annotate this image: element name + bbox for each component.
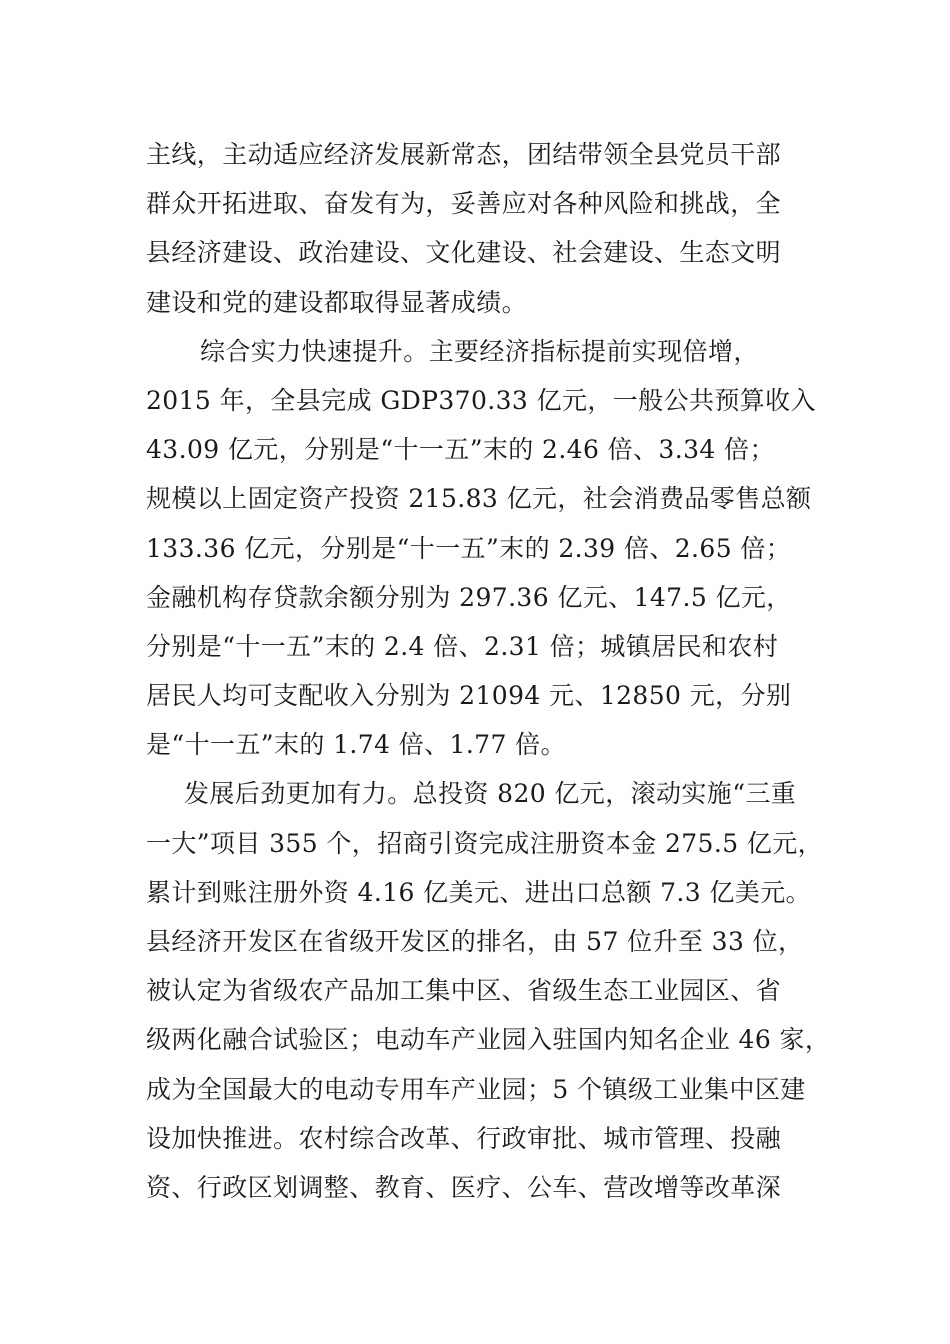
paragraph-line: 规模以上固定资产投资 215.83 亿元，社会消费品零售总额 bbox=[146, 484, 812, 514]
paragraph-line: 金融机构存贷款余额分别为 297.36 亿元、147.5 亿元， bbox=[146, 582, 792, 612]
paragraph-line: 居民人均可支配收入分别为 21094 元、12850 元，分别 bbox=[146, 681, 792, 711]
paragraph-line: 被认定为省级农产品加工集中区、省级生态工业园区、省 bbox=[146, 976, 782, 1006]
paragraph-summary bbox=[146, 130, 816, 327]
paragraph-line: 资、行政区划调整、教育、医疗、公车、营改增等改革深 bbox=[146, 1172, 782, 1202]
paragraph-line: 发展后劲更加有力。总投资 820 亿元，滚动实施“三重 bbox=[184, 779, 797, 809]
paragraph-line: 一大”项目 355 个，招商引资完成注册资本金 275.5 亿元， bbox=[146, 828, 824, 858]
paragraph-line: 成为全国最大的电动专用车产业园；5 个镇级工业集中区建 bbox=[146, 1074, 806, 1104]
document-body bbox=[146, 130, 831, 1212]
paragraph-line: 2015 年，全县完成 GDP370.33 亿元，一般公共预算收入 bbox=[146, 385, 816, 415]
paragraph-line: 43.09 亿元，分别是“十一五”末的 2.46 倍、3.34 倍； bbox=[146, 435, 775, 465]
paragraph-line: 133.36 亿元，分别是“十一五”末的 2.39 倍、2.65 倍； bbox=[146, 533, 792, 563]
paragraph-line: 县经济建设、政治建设、文化建设、社会建设、生态文明 bbox=[146, 238, 782, 268]
paragraph-line: 累计到账注册外资 4.16 亿美元、进出口总额 7.3 亿美元。 bbox=[146, 877, 812, 907]
paragraph-line: 县经济开发区在省级开发区的排名，由 57 位升至 33 位， bbox=[146, 927, 804, 956]
paragraph-line: 群众开拓进取、奋发有为，妥善应对各种风险和挑战，全 bbox=[146, 189, 782, 219]
paragraph-line: 综合实力快速提升。主要经济指标提前实现倍增， bbox=[200, 336, 759, 366]
paragraph-line: 主线，主动适应经济发展新常态，团结带领全县党员干部 bbox=[146, 140, 782, 169]
paragraph-line: 是“十一五”末的 1.74 倍、1.77 倍。 bbox=[146, 730, 566, 760]
paragraph-line: 建设和党的建设都取得显著成绩。 bbox=[146, 287, 528, 317]
paragraph-line: 级两化融合试验区；电动车产业园入驻国内知名企业 46 家， bbox=[146, 1025, 831, 1055]
paragraph-line: 设加快推进。农村综合改革、行政审批、城市管理、投融 bbox=[146, 1123, 782, 1153]
paragraph-development-momentum bbox=[146, 769, 831, 1212]
paragraph-line: 分别是“十一五”末的 2.4 倍、2.31 倍；城镇居民和农村 bbox=[146, 631, 779, 661]
paragraph-overall-strength bbox=[146, 327, 816, 770]
